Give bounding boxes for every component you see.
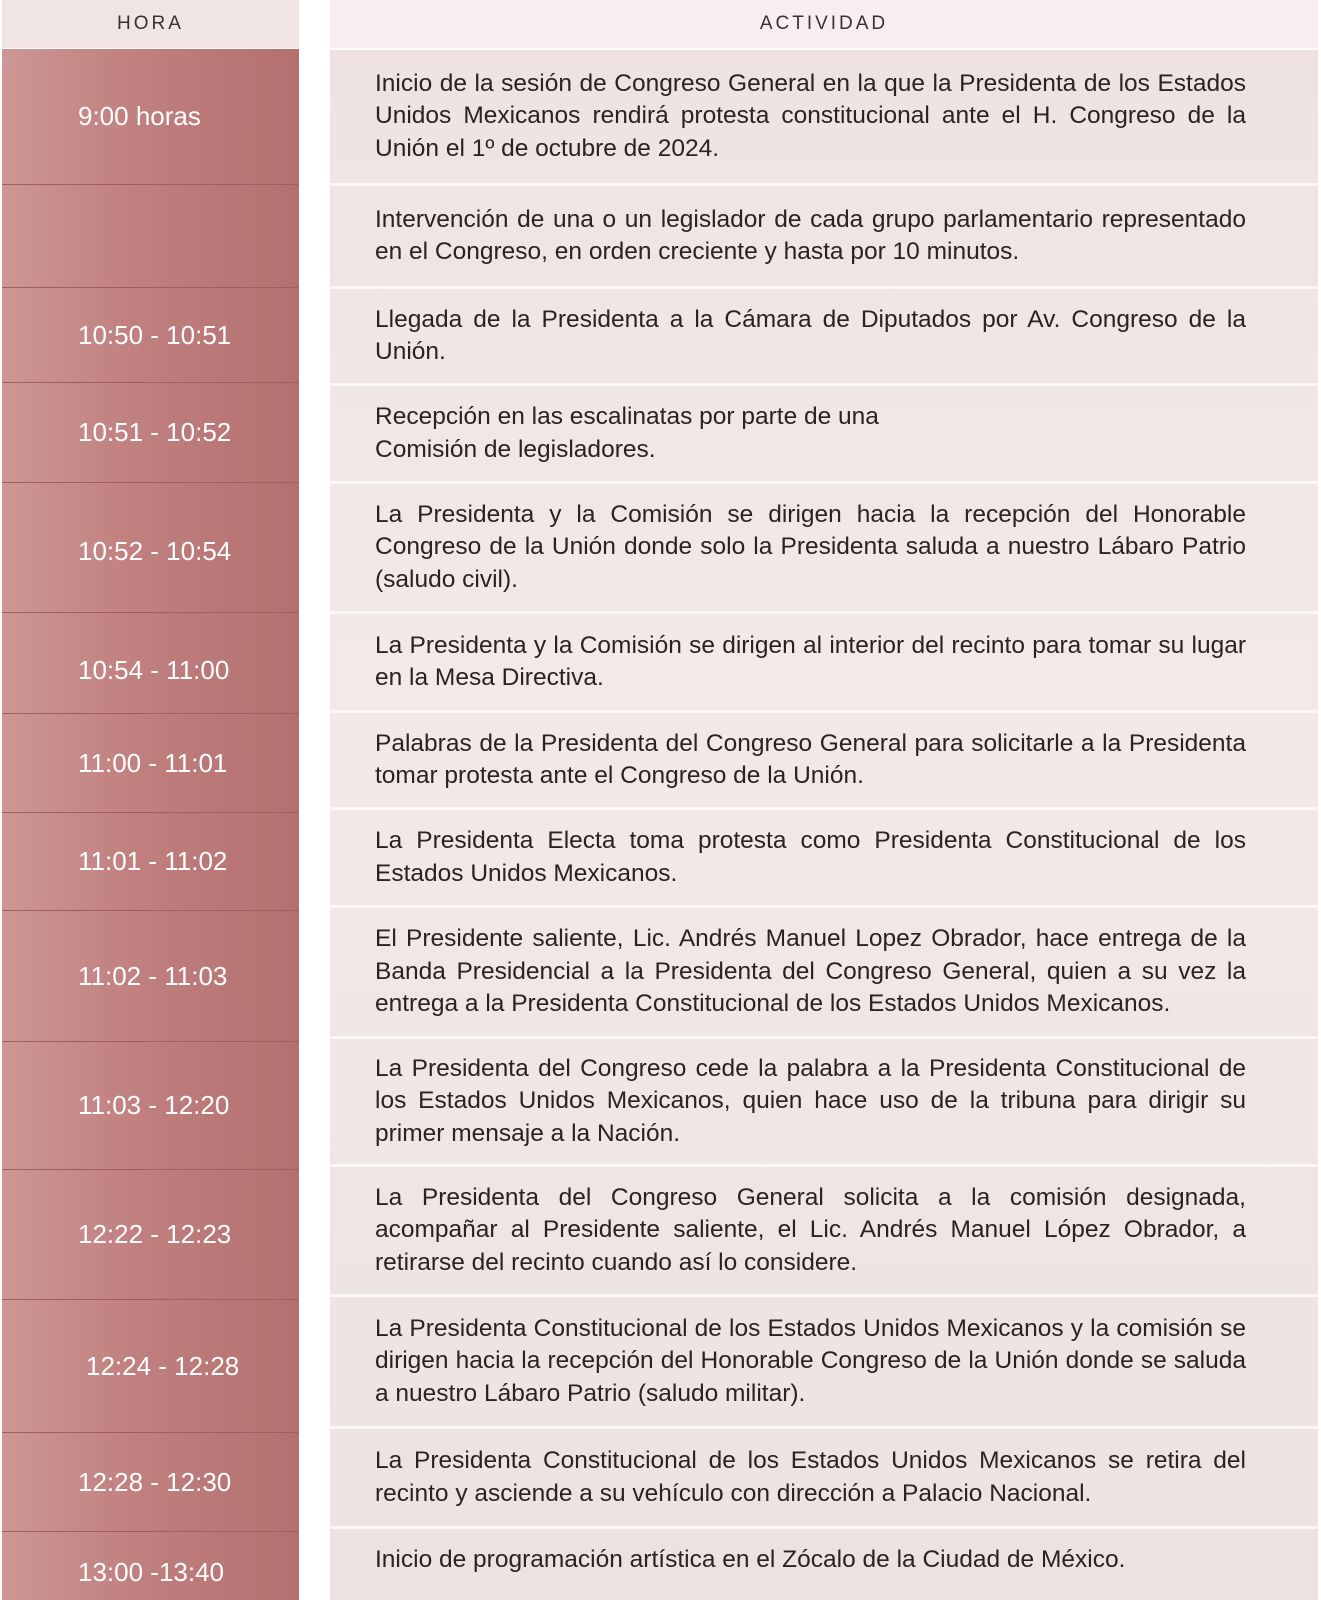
- hora-cell: 13:00 -13:40: [78, 1556, 225, 1587]
- actividad-cell: [330, 186, 1318, 289]
- actividad-cell: [330, 1039, 1318, 1167]
- actividad-cell: [330, 713, 1318, 810]
- actividad-cell: [330, 289, 1318, 386]
- hora-cell: 12:22 - 12:23: [2, 1170, 299, 1300]
- actividad-text: La Presidenta y la Comisión se dirigen hacia la recepción del Honorable Congreso de la Unión donde solo la Presidenta saluda a nuestro Lábaro Patrio (saludo civil).: [375, 500, 1246, 593]
- actividad-cell: [330, 1297, 1318, 1429]
- actividad-text: Llegada de la Presidenta a la Cámara de Diputados por Av. Congreso de la Unión.: [375, 305, 1246, 365]
- hora-cell: 9:00 horas: [2, 49, 299, 185]
- hora-column-body: [2, 49, 299, 1600]
- hora-header: HORA: [2, 0, 299, 48]
- actividad-cell: [330, 1529, 1318, 1591]
- hora-cell: [2, 185, 299, 288]
- hora-cell: 12:24 - 12:28: [2, 1300, 299, 1433]
- actividad-cell: [330, 484, 1318, 614]
- actividad-text: Inicio de la sesión de Congreso General en la que la Presidenta de los Estados Unidos Mexicanos rendirá protesta constitucional ante el H. Congreso de la Unión el 1º de octubre de 2024.: [375, 69, 1246, 162]
- hora-cell: 10:54 - 11:00: [2, 613, 299, 714]
- actividad-text: Inicio de programación artística en el Zócalo de la Ciudad de México.: [375, 1545, 1126, 1573]
- hora-cell: 10:50 - 10:51: [2, 288, 299, 383]
- actividad-cell: [330, 614, 1318, 713]
- actividad-cell: [330, 50, 1318, 186]
- hora-cell: 11:03 - 12:20: [2, 1042, 299, 1170]
- actividad-text: Recepción en las escalinatas por parte de una Comisión de legisladores.: [375, 403, 879, 463]
- actividad-header: ACTIVIDAD: [330, 0, 1318, 50]
- hora-cell: 10:51 - 10:52: [2, 383, 299, 483]
- actividad-text: La Presidenta Constitucional de los Estados Unidos Mexicanos y la comisión se dirigen hacia la recepción del Honorable Congreso de la Unión donde se saluda a nuestro Lábaro Patrio (saludo militar).: [375, 1314, 1246, 1407]
- actividad-cell: [330, 1429, 1318, 1529]
- actividad-text: Intervención de una o un legislador de cada grupo parlamentario representado en el Congreso, en orden creciente y hasta por 10 minutos.: [375, 205, 1246, 265]
- actividad-column: [330, 0, 1318, 1600]
- actividad-text: El Presidente saliente, Lic. Andrés Manuel Lopez Obrador, hace entrega de la Banda Presidencial a la Presidenta del Congreso General, quien a su vez la entrega a la Presidenta Constitucional de los Estados Unidos Mexicanos.: [375, 925, 1246, 1018]
- actividad-text: La Presidenta Constitucional de los Estados Unidos Mexicanos se retira del recinto y asciende a su vehículo con dirección a Palacio Nacional.: [375, 1447, 1246, 1507]
- hora-cell: 11:00 - 11:01: [2, 714, 299, 813]
- hora-cell: 11:02 - 11:03: [2, 911, 299, 1042]
- actividad-cell: [330, 386, 1318, 484]
- actividad-cell: [330, 908, 1318, 1039]
- actividad-text: La Presidenta del Congreso General solicita a la comisión designada, acompañar al Presidente saliente, el Lic. Andrés Manuel López Obrador, a retirarse del recinto cuando así lo considere.: [375, 1183, 1246, 1276]
- actividad-cell: [330, 810, 1318, 908]
- hora-cell: 10:52 - 10:54: [2, 483, 299, 613]
- actividad-text: La Presidenta Electa toma protesta como Presidenta Constitucional de los Estados Unidos Mexicanos.: [375, 827, 1246, 887]
- hora-column: [2, 0, 299, 1600]
- actividad-text: La Presidenta del Congreso cede la palabra a la Presidenta Constitucional de los Estados Unidos Mexicanos, quien hace uso de la tribuna para dirigir su primer mensaje a la Nación.: [375, 1054, 1246, 1147]
- hora-cell: 12:28 - 12:30: [2, 1433, 299, 1532]
- hora-cell: 11:01 - 11:02: [2, 813, 299, 911]
- actividad-text: La Presidenta y la Comisión se dirigen al interior del recinto para tomar su lugar en la Mesa Directiva.: [375, 631, 1246, 691]
- actividad-column-body: [330, 50, 1318, 1600]
- actividad-cell: [330, 1167, 1318, 1297]
- actividad-text: Palabras de la Presidenta del Congreso General para solicitarle a la Presidenta tomar protesta ante el Congreso de la Unión.: [375, 729, 1246, 789]
